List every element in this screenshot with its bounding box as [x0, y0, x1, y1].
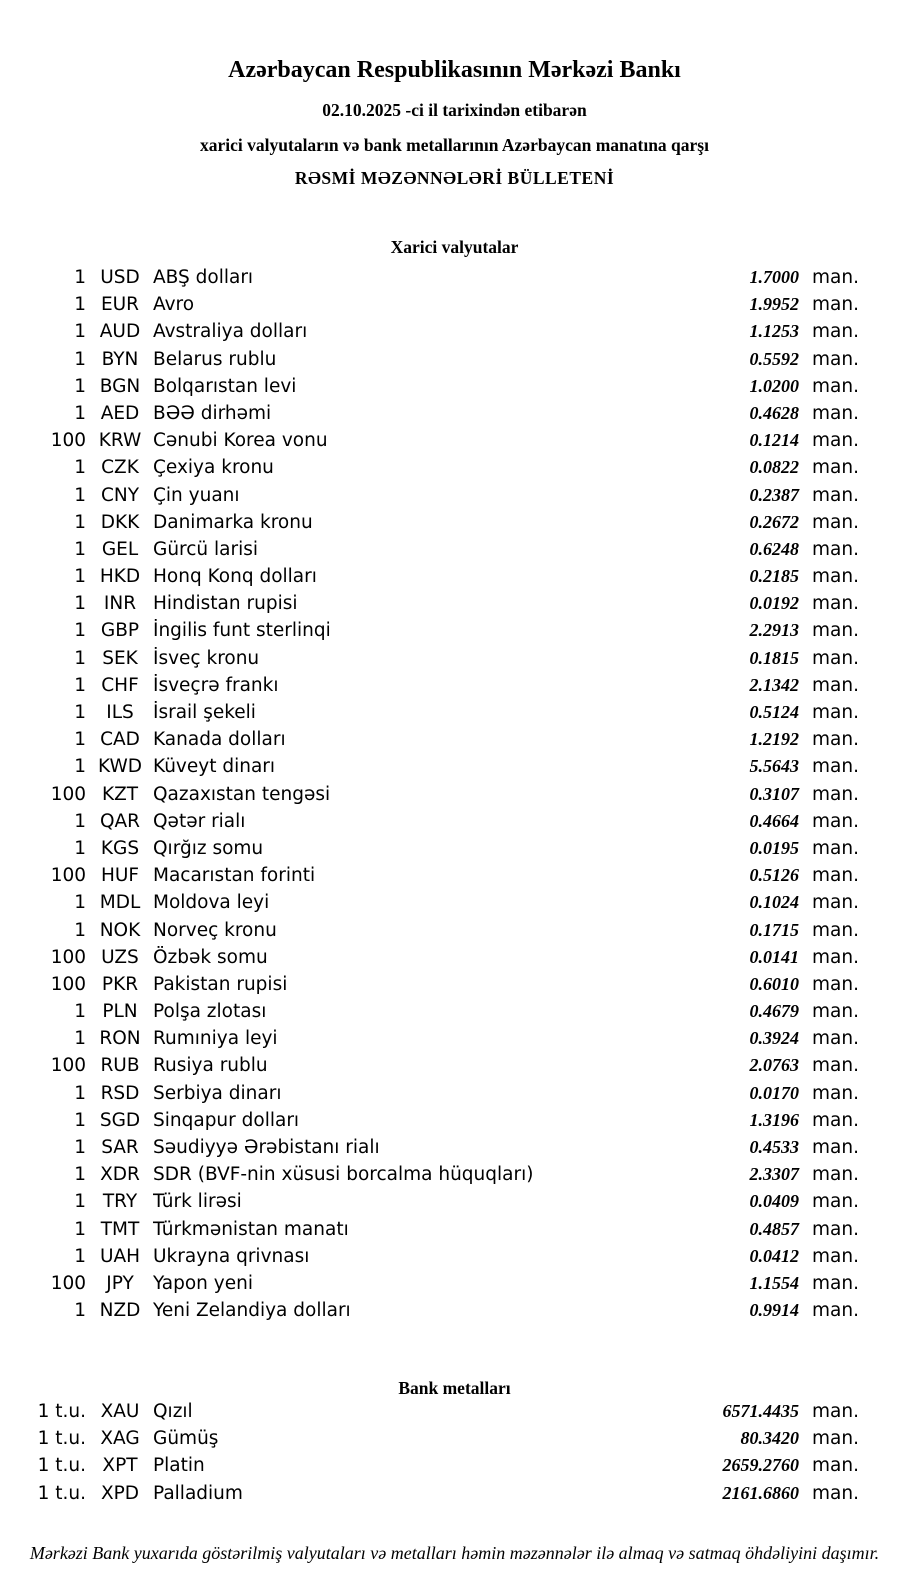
currency-name: Platin [153, 1455, 205, 1477]
currency-code: HUF [100, 865, 140, 887]
rate-row [0, 699, 909, 726]
currency-name: Qırğız somu [153, 837, 264, 859]
quantity-value: 1 [74, 375, 86, 397]
currency-name: Kanada dolları [153, 729, 286, 751]
quantity-value: 1 [74, 294, 86, 316]
rate-value: 5.5643 [749, 756, 799, 777]
quantity-value: 1 [74, 892, 86, 914]
currency-name: Macarıstan forinti [153, 865, 316, 887]
unit-label: man. [812, 1218, 859, 1240]
subject-line: xarici valyutaların və bank metallarının Azərbaycan manatına qarşı [200, 135, 709, 155]
currency-name: Serbiya dinarı [153, 1082, 282, 1104]
rate-row [0, 291, 909, 318]
currency-name: İngilis funt sterlinqi [153, 620, 331, 642]
rate-value: 0.2185 [749, 566, 799, 587]
quantity-value: 1 [74, 402, 86, 424]
rate-value: 2.2913 [749, 620, 799, 641]
currency-code: PKR [101, 973, 139, 995]
currency-name: Türk lirəsi [153, 1191, 242, 1213]
currency-code: UZS [101, 946, 139, 968]
rate-row [0, 590, 909, 617]
quantity-value: 1 [74, 538, 86, 560]
currency-code: SEK [102, 647, 138, 669]
quantity-value: 1 [74, 837, 86, 859]
unit-label: man. [812, 1272, 859, 1294]
rate-value: 80.3420 [740, 1428, 799, 1449]
rate-row [0, 1480, 909, 1507]
currency-name: Səudiyyə Ərəbistanı rialı [153, 1137, 380, 1158]
rate-row [0, 1188, 909, 1215]
currency-code: KGS [100, 837, 140, 859]
currency-name: İsveçrə frankı [153, 674, 279, 696]
currency-name: Avstraliya dolları [153, 321, 308, 343]
unit-label: man. [812, 267, 859, 288]
unit-label: man. [812, 647, 859, 669]
currency-code: AED [100, 402, 140, 424]
rate-row [0, 536, 909, 563]
unit-label: man. [812, 783, 859, 805]
currency-name: Çin yuanı [153, 484, 240, 506]
quantity-value: 1 [74, 674, 86, 696]
rate-value: 0.0822 [749, 457, 799, 478]
unit-label: man. [812, 1137, 859, 1158]
footer-note: Mərkəzi Bank yuxarıda göstərilmiş valyutaları və metalları həmin məzənnələr ilə almaq və satmaq öhdəliyini daşımır. [29, 1543, 880, 1563]
rate-row [0, 781, 909, 808]
quantity-value: 1 [74, 1300, 86, 1322]
currency-name: Qazaxıstan tengəsi [153, 783, 331, 805]
bulletin-title: RƏSMİ MƏZƏNNƏLƏRİ BÜLLETENİ [294, 168, 615, 188]
quantity-value: 100 [50, 946, 86, 968]
unit-label: man. [812, 1028, 859, 1050]
quantity-value: 100 [50, 430, 86, 452]
rate-row [0, 889, 909, 916]
currency-code: QAR [99, 810, 141, 832]
rate-value: 1.1554 [749, 1272, 799, 1293]
unit-label: man. [812, 674, 859, 696]
rate-row [0, 1398, 909, 1425]
rate-row [0, 400, 909, 427]
currency-name: Rusiya rublu [153, 1055, 268, 1077]
currency-code: DKK [100, 511, 140, 533]
quantity-value: 1 [74, 457, 86, 479]
currency-name: Qızıl [153, 1401, 193, 1422]
rate-value: 2161.6860 [722, 1482, 799, 1503]
rate-value: 0.3107 [749, 783, 799, 804]
unit-label: man. [812, 402, 859, 424]
rate-value: 1.1253 [749, 321, 799, 342]
quantity-value: 1 t.u. [37, 1428, 86, 1450]
rate-row [0, 1107, 909, 1134]
unit-label: man. [812, 837, 859, 859]
rate-row [0, 917, 909, 944]
rate-value: 0.3924 [749, 1028, 799, 1049]
currency-name: Yeni Zelandiya dolları [153, 1300, 351, 1322]
rate-row [0, 373, 909, 400]
currency-code: ILS [106, 702, 134, 723]
unit-label: man. [812, 484, 859, 506]
rate-row [0, 1025, 909, 1052]
currencies-section-title: Xarici valyutalar [390, 237, 519, 257]
currency-name: Pakistan rupisi [153, 973, 288, 995]
currency-code: XPT [102, 1455, 138, 1477]
rate-row [0, 509, 909, 536]
rate-value: 0.4664 [749, 810, 799, 831]
rate-row [0, 617, 909, 644]
rate-value: 0.9914 [749, 1300, 799, 1321]
unit-label: man. [812, 593, 859, 615]
currency-code: CZK [101, 457, 139, 479]
rate-row [0, 645, 909, 672]
currency-code: EUR [100, 294, 140, 316]
quantity-value: 1 [74, 484, 86, 506]
rate-row [0, 1425, 909, 1452]
currency-name: BƏƏ dirhəmi [153, 402, 272, 424]
rate-value: 2659.2760 [722, 1455, 799, 1476]
unit-label: man. [812, 865, 859, 887]
unit-label: man. [812, 348, 859, 370]
currency-name: Honq Konq dolları [153, 566, 317, 588]
currency-name: Türkmənistan manatı [153, 1218, 349, 1240]
quantity-value: 1 [74, 620, 86, 642]
currency-code: MDL [99, 892, 141, 914]
quantity-value: 1 [74, 348, 86, 370]
unit-label: man. [812, 919, 859, 941]
rate-row [0, 454, 909, 481]
rate-row [0, 1161, 909, 1188]
rate-value: 0.0192 [749, 593, 799, 614]
currency-code: RSD [100, 1082, 140, 1104]
rate-value: 0.0195 [749, 837, 799, 858]
currency-name: Gümüş [153, 1428, 219, 1450]
currency-code: HKD [99, 566, 141, 588]
quantity-value: 1 [74, 919, 86, 941]
currency-code: GEL [101, 538, 139, 560]
page-title: Azərbaycan Respublikasının Mərkəzi Bankı [228, 57, 681, 83]
currency-code: NOK [99, 919, 141, 941]
rate-value: 2.1342 [749, 674, 799, 695]
currency-name: Rumıniya leyi [153, 1028, 278, 1050]
rate-value: 0.2672 [749, 511, 799, 532]
unit-label: man. [812, 620, 859, 642]
effective-date: 02.10.2025 -ci il tarixindən etibarən [322, 100, 587, 120]
unit-label: man. [812, 1109, 859, 1131]
currency-code: BGN [99, 375, 141, 397]
currency-code: CNY [100, 484, 140, 506]
quantity-value: 1 [74, 1028, 86, 1050]
quantity-value: 1 [74, 511, 86, 533]
rate-value: 0.4679 [749, 1001, 799, 1022]
currency-code: UAH [99, 1245, 141, 1267]
quantity-value: 100 [50, 1055, 86, 1077]
rate-value: 0.5124 [749, 702, 799, 722]
currency-name: Ukrayna qrivnası [153, 1245, 310, 1267]
rate-row [0, 346, 909, 373]
currency-code: USD [100, 267, 140, 288]
quantity-value: 1 [74, 593, 86, 615]
unit-label: man. [812, 511, 859, 533]
unit-label: man. [812, 1082, 859, 1104]
quantity-value: 1 [74, 1218, 86, 1240]
rate-row [0, 753, 909, 780]
rate-value: 1.9952 [749, 294, 799, 315]
currency-name: Bolqarıstan levi [153, 375, 297, 397]
currency-code: RON [99, 1028, 141, 1050]
currency-name: İsrail şekeli [153, 702, 256, 723]
rate-value: 0.5126 [749, 865, 799, 886]
quantity-value: 1 [74, 729, 86, 751]
currency-code: INR [103, 593, 137, 615]
unit-label: man. [812, 1455, 859, 1477]
unit-label: man. [812, 973, 859, 995]
unit-label: man. [812, 538, 859, 560]
rate-value: 2.0763 [749, 1055, 799, 1076]
rate-value: 0.4628 [749, 402, 799, 423]
metals-section-title: Bank metalları [398, 1378, 511, 1398]
rate-value: 0.4533 [749, 1137, 799, 1157]
rate-row [0, 998, 909, 1025]
quantity-value: 1 [74, 810, 86, 832]
rate-row [0, 1080, 909, 1107]
quantity-value: 1 t.u. [37, 1455, 86, 1477]
rate-row [0, 482, 909, 509]
rate-value: 1.2192 [749, 729, 799, 750]
quantity-value: 1 [74, 702, 86, 723]
currency-code: TMT [100, 1218, 140, 1240]
unit-label: man. [812, 946, 859, 968]
currency-code: NZD [99, 1300, 141, 1322]
currency-code: GBP [100, 620, 140, 642]
unit-label: man. [812, 1300, 859, 1322]
currency-code: PLN [102, 1001, 138, 1023]
unit-label: man. [812, 1055, 859, 1077]
quantity-value: 1 t.u. [37, 1482, 86, 1504]
quantity-value: 1 [74, 1164, 86, 1186]
rate-row [0, 971, 909, 998]
quantity-value: 1 [74, 321, 86, 343]
unit-label: man. [812, 321, 859, 343]
currency-code: CHF [101, 674, 139, 696]
rate-row [0, 1052, 909, 1079]
currency-code: JPY [106, 1272, 134, 1294]
rate-value: 0.1024 [749, 892, 799, 913]
rate-row [0, 1452, 909, 1479]
currency-name: Polşa zlotası [153, 1001, 267, 1023]
currency-code: SGD [99, 1109, 141, 1131]
rate-row [0, 1297, 909, 1324]
rate-row [0, 726, 909, 753]
rate-value: 1.3196 [749, 1109, 799, 1130]
rate-value: 0.1715 [749, 919, 799, 940]
currency-code: XPD [100, 1482, 140, 1504]
unit-label: man. [812, 375, 859, 397]
rate-value: 0.2387 [749, 484, 799, 505]
currency-name: Gürcü larisi [153, 538, 259, 560]
quantity-value: 1 [74, 1109, 86, 1131]
currency-name: Özbək somu [153, 946, 268, 968]
rate-value: 1.7000 [749, 267, 799, 287]
rate-row [0, 318, 909, 345]
rate-row [0, 1243, 909, 1270]
unit-label: man. [812, 756, 859, 778]
currency-code: KRW [98, 430, 142, 452]
quantity-value: 100 [50, 973, 86, 995]
currency-name: Hindistan rupisi [153, 593, 298, 615]
currencies-table [0, 264, 909, 1324]
unit-label: man. [812, 1428, 859, 1450]
currency-name: Sinqapur dolları [153, 1109, 300, 1131]
rate-value: 2.3307 [749, 1164, 799, 1185]
currency-name: Palladium [153, 1482, 243, 1504]
rate-row [0, 835, 909, 862]
quantity-value: 1 [74, 267, 86, 288]
rate-value: 6571.4435 [722, 1401, 799, 1421]
currency-name: Danimarka kronu [153, 511, 313, 533]
rate-row [0, 1134, 909, 1161]
quantity-value: 1 [74, 1245, 86, 1267]
unit-label: man. [812, 702, 859, 723]
rate-value: 0.0170 [749, 1082, 799, 1103]
unit-label: man. [812, 1164, 859, 1186]
rate-row [0, 808, 909, 835]
unit-label: man. [812, 1001, 859, 1023]
rate-row [0, 944, 909, 971]
quantity-value: 100 [50, 1272, 86, 1294]
rate-value: 1.0200 [749, 375, 799, 396]
currency-code: KWD [97, 756, 142, 778]
rate-value: 0.0412 [749, 1245, 799, 1266]
rate-value: 0.1815 [749, 647, 799, 668]
currency-name: Qətər rialı [153, 810, 246, 832]
currency-name: Çexiya kronu [153, 457, 274, 479]
unit-label: man. [812, 566, 859, 588]
currency-code: AUD [99, 321, 141, 343]
quantity-value: 1 [74, 756, 86, 778]
rate-row [0, 427, 909, 454]
currency-name: SDR (BVF-nin xüsusi borcalma hüquqları) [153, 1164, 534, 1186]
rate-row [0, 862, 909, 889]
rate-value: 0.1214 [749, 430, 799, 451]
unit-label: man. [812, 294, 859, 316]
currency-code: XAG [100, 1428, 140, 1450]
rate-value: 0.5592 [749, 348, 799, 369]
unit-label: man. [812, 1401, 859, 1422]
currency-code: BYN [101, 348, 139, 370]
unit-label: man. [812, 430, 859, 452]
currency-name: İsveç kronu [153, 647, 260, 669]
currency-code: XDR [100, 1164, 140, 1186]
quantity-value: 100 [50, 783, 86, 805]
rate-value: 0.0409 [749, 1191, 799, 1212]
quantity-value: 1 [74, 1191, 86, 1213]
unit-label: man. [812, 1482, 859, 1504]
currency-name: Belarus rublu [153, 348, 277, 370]
unit-label: man. [812, 1245, 859, 1267]
rate-row [0, 563, 909, 590]
rate-row [0, 1216, 909, 1243]
currency-name: Avro [153, 294, 195, 316]
metals-table [0, 1398, 909, 1507]
rate-row [0, 264, 909, 291]
quantity-value: 1 [74, 1137, 86, 1158]
currency-name: Moldova leyi [153, 892, 270, 914]
quantity-value: 1 t.u. [37, 1401, 86, 1422]
quantity-value: 100 [50, 865, 86, 887]
quantity-value: 1 [74, 1082, 86, 1104]
currency-code: TRY [102, 1191, 138, 1213]
currency-code: KZT [101, 783, 139, 805]
currency-name: ABŞ dolları [153, 267, 254, 288]
currency-name: Norveç kronu [153, 919, 277, 941]
rate-value: 0.6010 [749, 973, 799, 994]
currency-name: Küveyt dinarı [153, 756, 276, 778]
rate-row [0, 672, 909, 699]
unit-label: man. [812, 810, 859, 832]
quantity-value: 1 [74, 566, 86, 588]
currency-code: SAR [101, 1137, 139, 1158]
rate-value: 0.6248 [749, 538, 799, 559]
currency-name: Yapon yeni [153, 1272, 253, 1294]
rate-row [0, 1270, 909, 1297]
currency-code: RUB [100, 1055, 140, 1077]
unit-label: man. [812, 729, 859, 751]
unit-label: man. [812, 892, 859, 914]
rate-value: 0.4857 [749, 1218, 799, 1239]
quantity-value: 1 [74, 647, 86, 669]
currency-code: CAD [100, 729, 140, 751]
rate-value: 0.0141 [749, 946, 799, 967]
currency-code: XAU [100, 1401, 140, 1422]
quantity-value: 1 [74, 1001, 86, 1023]
unit-label: man. [812, 457, 859, 479]
unit-label: man. [812, 1191, 859, 1213]
currency-name: Cənubi Korea vonu [153, 430, 328, 452]
